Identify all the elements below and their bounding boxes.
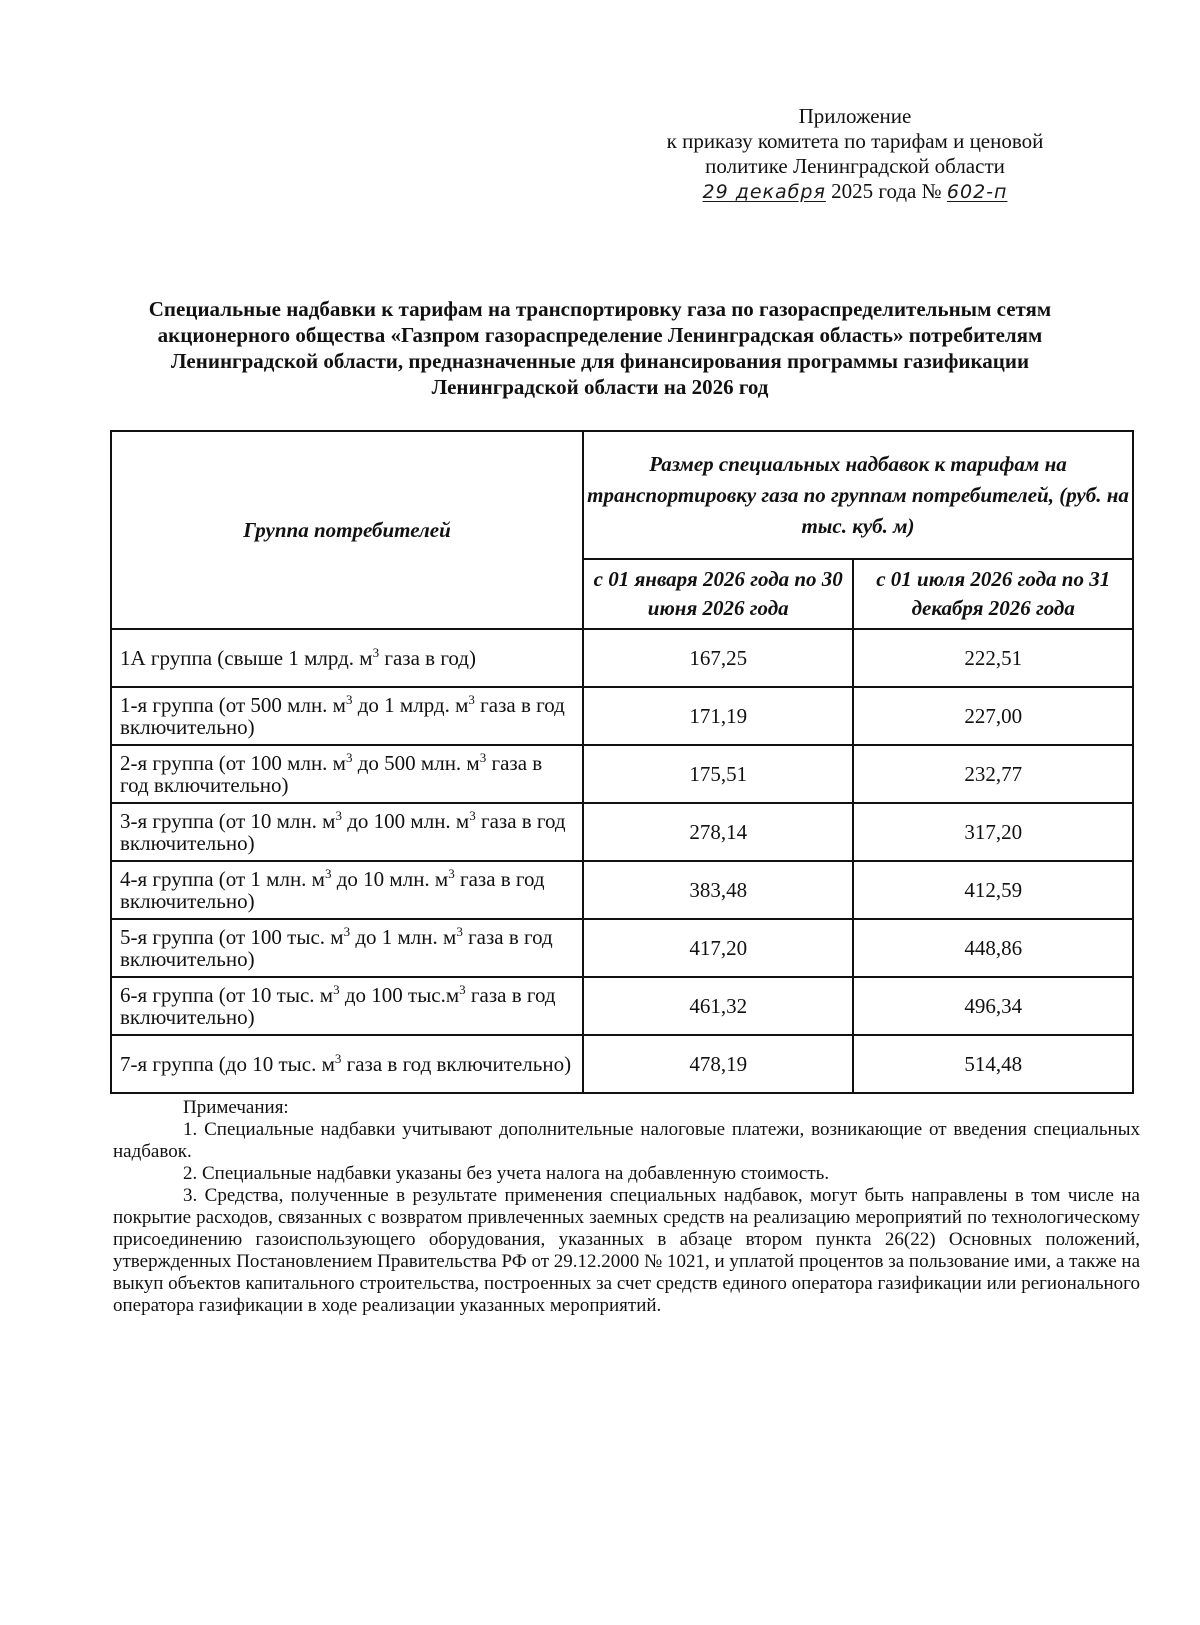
order-date-line	[620, 179, 1090, 205]
cubic-superscript: 3	[335, 808, 342, 823]
value-first-half: 478,19	[583, 1035, 853, 1093]
group-text-part: 3-я группа (от 10 млн. м	[120, 809, 336, 833]
note-item: 1. Специальные надбавки учитывают дополнительные налоговые платежи, возникающие от введения специальных надбавок.	[113, 1119, 1140, 1162]
header-period-second-half: с 01 июля 2026 года по 31 декабря 2026 года	[853, 559, 1133, 629]
appendix-line-order: к приказу комитета по тарифам и ценовой	[666, 129, 1044, 153]
group-text-part: газа в год включительно)	[120, 867, 545, 913]
header-surcharge-size: Размер специальных надбавок к тарифам на транспортировку газа по группам потребителей, (руб. на тыс. куб. м)	[583, 431, 1133, 559]
cubic-superscript: 3	[324, 866, 332, 881]
value-second-half: 514,48	[853, 1035, 1133, 1093]
cubic-superscript: 3	[372, 645, 380, 660]
note-item: 3. Средства, полученные в результате применения специальных надбавок, могут быть направлены в том числе на покрытие расходов, связанных с возвратом привлеченных заемных средств на реализацию мероприятий по технологическому присоединению газоиспользующего оборудования, указанных в абзаце втором пункта 26(22) Основных положений, утвержденных Постановлением Правительства РФ от 29.12.2000 № 1021, и уплатой процентов за пользование ими, а также на выкуп объектов капитального строительства, построенных за счет средств единого оператора газификации или регионального оператора газификации в ходе реализации указанных мероприятий.	[113, 1185, 1140, 1316]
cubic-superscript: 3	[456, 924, 463, 939]
table-row	[111, 1035, 1133, 1093]
document-title: Специальные надбавки к тарифам на транспортировку газа по газораспределительным сетям акционерного общества «Газпром газораспределение Ленинградская область» потребителям Ленинградской области, предназначенные для финансирования программы газификации Ленинградской области на 2026 год	[148, 297, 1052, 399]
cubic-superscript: 3	[479, 750, 487, 765]
group-text-part: до 100 млн. м	[347, 809, 470, 833]
group-text-part: газа в год включительно)	[120, 751, 543, 797]
header-consumer-group: Группа потребителей	[111, 431, 583, 629]
value-first-half: 171,19	[583, 687, 853, 745]
group-text-part: газа в год)	[384, 646, 476, 670]
group-text-part: газа в год включительно)	[120, 983, 556, 1029]
appendix-title: Приложение	[798, 104, 912, 128]
note-item: 2. Специальные надбавки указаны без учета налога на добавленную стоимость.	[183, 1163, 830, 1184]
group-text-part: до 100 тыс.м	[344, 983, 460, 1007]
consumer-group-cell	[111, 977, 583, 1035]
value-second-half: 412,59	[853, 861, 1133, 919]
value-second-half: 222,51	[853, 629, 1133, 687]
group-text-part: 5-я группа (от 100 тыс. м	[120, 925, 344, 949]
table-row	[111, 745, 1133, 803]
value-first-half: 278,14	[583, 803, 853, 861]
group-text-part: 1А группа (свыше 1 млрд. м	[120, 646, 373, 670]
value-second-half: 317,20	[853, 803, 1133, 861]
cubic-superscript: 3	[333, 982, 340, 997]
group-text-part: до 500 млн. м	[357, 751, 480, 775]
cubic-superscript: 3	[343, 924, 351, 939]
group-text-part: до 1 млрд. м	[357, 693, 469, 717]
group-text-part: 6-я группа (от 10 тыс. м	[120, 983, 334, 1007]
group-text-part: 7-я группа (до 10 тыс. м	[120, 1052, 335, 1076]
value-first-half: 383,48	[583, 861, 853, 919]
table-row	[111, 919, 1133, 977]
tariffs-table	[110, 430, 1134, 1094]
value-first-half: 461,32	[583, 977, 853, 1035]
value-first-half: 175,51	[583, 745, 853, 803]
appendix-block	[620, 104, 1090, 205]
group-text-part: до 10 млн. м	[336, 867, 449, 891]
table-row	[111, 861, 1133, 919]
cubic-superscript: 3	[448, 866, 455, 881]
consumer-group-cell	[111, 803, 583, 861]
group-text-part: газа в год включительно)	[120, 693, 565, 739]
table-row	[111, 687, 1133, 745]
handwritten-order-number: 602-п	[946, 181, 1008, 203]
value-first-half: 167,25	[583, 629, 853, 687]
value-second-half: 232,77	[853, 745, 1133, 803]
consumer-group-cell	[111, 687, 583, 745]
value-second-half: 448,86	[853, 919, 1133, 977]
group-text-part: 2-я группа (от 100 млн. м	[120, 751, 346, 775]
group-text-part: газа в год включительно)	[120, 809, 566, 855]
cubic-superscript: 3	[345, 750, 353, 765]
appendix-line-policy: политике Ленинградской области	[705, 154, 1005, 178]
consumer-group-cell	[111, 629, 583, 687]
notes-heading: Примечания:	[183, 1097, 289, 1118]
consumer-group-cell	[111, 919, 583, 977]
notes-block	[113, 1097, 1140, 1317]
cubic-superscript: 3	[468, 692, 475, 707]
value-first-half: 417,20	[583, 919, 853, 977]
value-second-half: 496,34	[853, 977, 1133, 1035]
group-text-part: 1-я группа (от 500 млн. м	[120, 693, 346, 717]
table-row	[111, 977, 1133, 1035]
value-second-half: 227,00	[853, 687, 1133, 745]
cubic-superscript: 3	[334, 1051, 342, 1066]
cubic-superscript: 3	[459, 982, 466, 997]
group-text-part: газа в год включительно)	[120, 925, 553, 971]
consumer-group-cell	[111, 745, 583, 803]
table-row	[111, 803, 1133, 861]
table-row	[111, 629, 1133, 687]
consumer-group-cell	[111, 1035, 583, 1093]
cubic-superscript: 3	[345, 692, 353, 707]
order-year-text: 2025 года №	[831, 179, 942, 203]
header-period-first-half: с 01 января 2026 года по 30 июня 2026 года	[583, 559, 853, 629]
group-text-part: 4-я группа (от 1 млн. м	[120, 867, 325, 891]
group-text-part: газа в год включительно)	[346, 1052, 572, 1076]
group-text-part: до 1 млн. м	[355, 925, 457, 949]
handwritten-date: 29 декабря	[702, 181, 826, 203]
consumer-group-cell	[111, 861, 583, 919]
cubic-superscript: 3	[469, 808, 476, 823]
